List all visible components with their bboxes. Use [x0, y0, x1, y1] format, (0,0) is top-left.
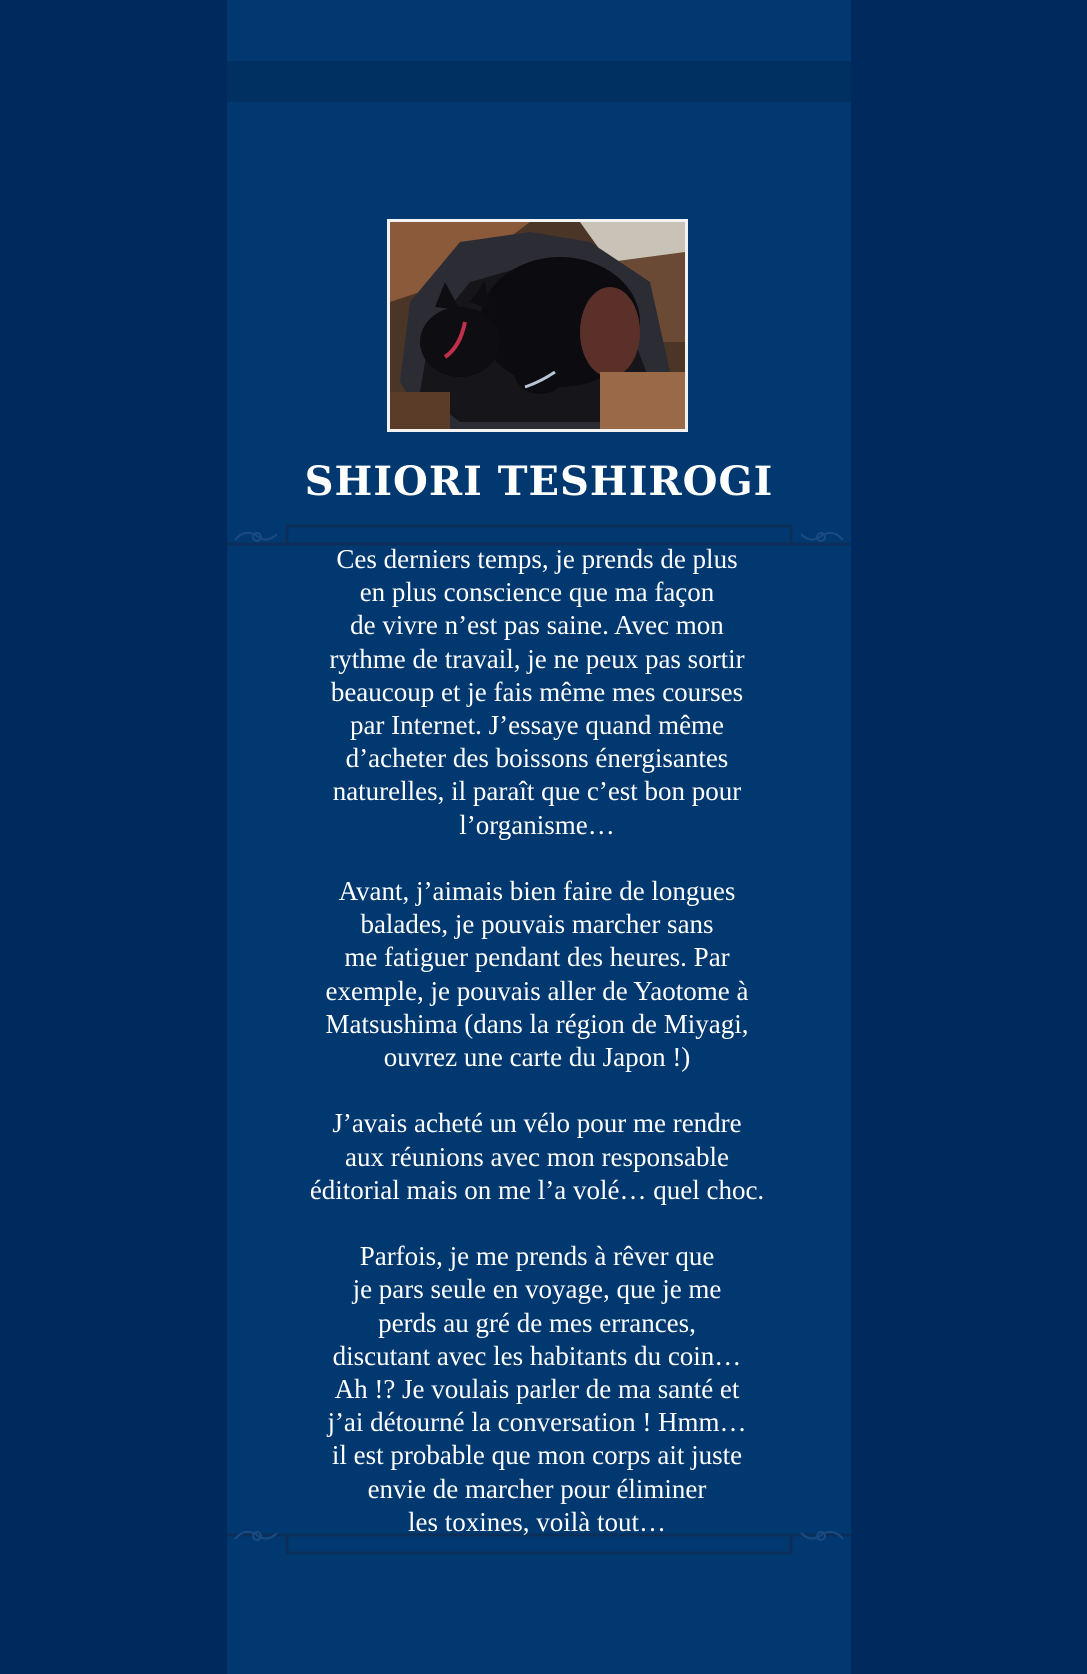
top-band	[227, 61, 851, 102]
text-line: perds au gré de mes errances,	[378, 1307, 696, 1338]
cat-photo-icon	[390, 222, 685, 429]
text-line: Avant, j’aimais bien faire de longues	[338, 876, 736, 907]
biography-text	[287, 543, 787, 1539]
text-line: éditorial mais on me l’a volé… quel choc.	[309, 1174, 765, 1205]
text-line: Parfois, je me prends à rêver que	[359, 1241, 715, 1272]
paragraph-1	[287, 543, 787, 842]
text-line: exemple, je pouvais aller de Yaotome à	[325, 975, 749, 1006]
text-line: de vivre n’est pas saine. Avec mon	[350, 610, 724, 641]
text-line: beaucoup et je fais même mes courses	[330, 676, 744, 707]
text-line: je pars seule en voyage, que je me	[352, 1274, 722, 1305]
text-line: il est probable que mon corps ait juste	[331, 1440, 743, 1471]
author-name: SHIORI TESHIROGI	[304, 458, 774, 505]
text-line: ouvrez une carte du Japon !)	[383, 1042, 691, 1073]
text-line: l’organisme…	[459, 809, 615, 840]
author-photo	[387, 219, 688, 432]
text-line: rythme de travail, je ne peux pas sortir	[329, 643, 745, 674]
text-line: j’ai détourné la conversation ! Hmm…	[327, 1407, 747, 1438]
text-line: Ah !? Je voulais parler de ma santé et	[334, 1374, 740, 1405]
text-line: d’acheter des boissons énergisantes	[345, 743, 729, 774]
text-line: en plus conscience que ma façon	[359, 577, 715, 608]
text-line: J’avais acheté un vélo pour me rendre	[332, 1108, 742, 1139]
text-line: aux réunions avec mon responsable	[345, 1141, 729, 1172]
text-line: discutant avec les habitants du coin…	[332, 1340, 742, 1371]
text-line: les toxines, voilà tout…	[408, 1506, 666, 1537]
text-line: par Internet. J’essaye quand même	[349, 710, 725, 741]
text-line: envie de marcher pour éliminer	[367, 1473, 707, 1504]
text-line: balades, je pouvais marcher sans	[360, 909, 714, 940]
text-line: naturelles, il paraît que c’est bon pour	[332, 776, 742, 807]
paragraph-3	[287, 1107, 787, 1207]
text-line: Ces derniers temps, je prends de plus	[336, 544, 738, 574]
text-line: me fatiguer pendant des heures. Par	[344, 942, 730, 973]
text-line: Matsushima (dans la région de Miyagi,	[325, 1008, 749, 1039]
paragraph-2	[287, 875, 787, 1074]
paragraph-4	[287, 1240, 787, 1539]
